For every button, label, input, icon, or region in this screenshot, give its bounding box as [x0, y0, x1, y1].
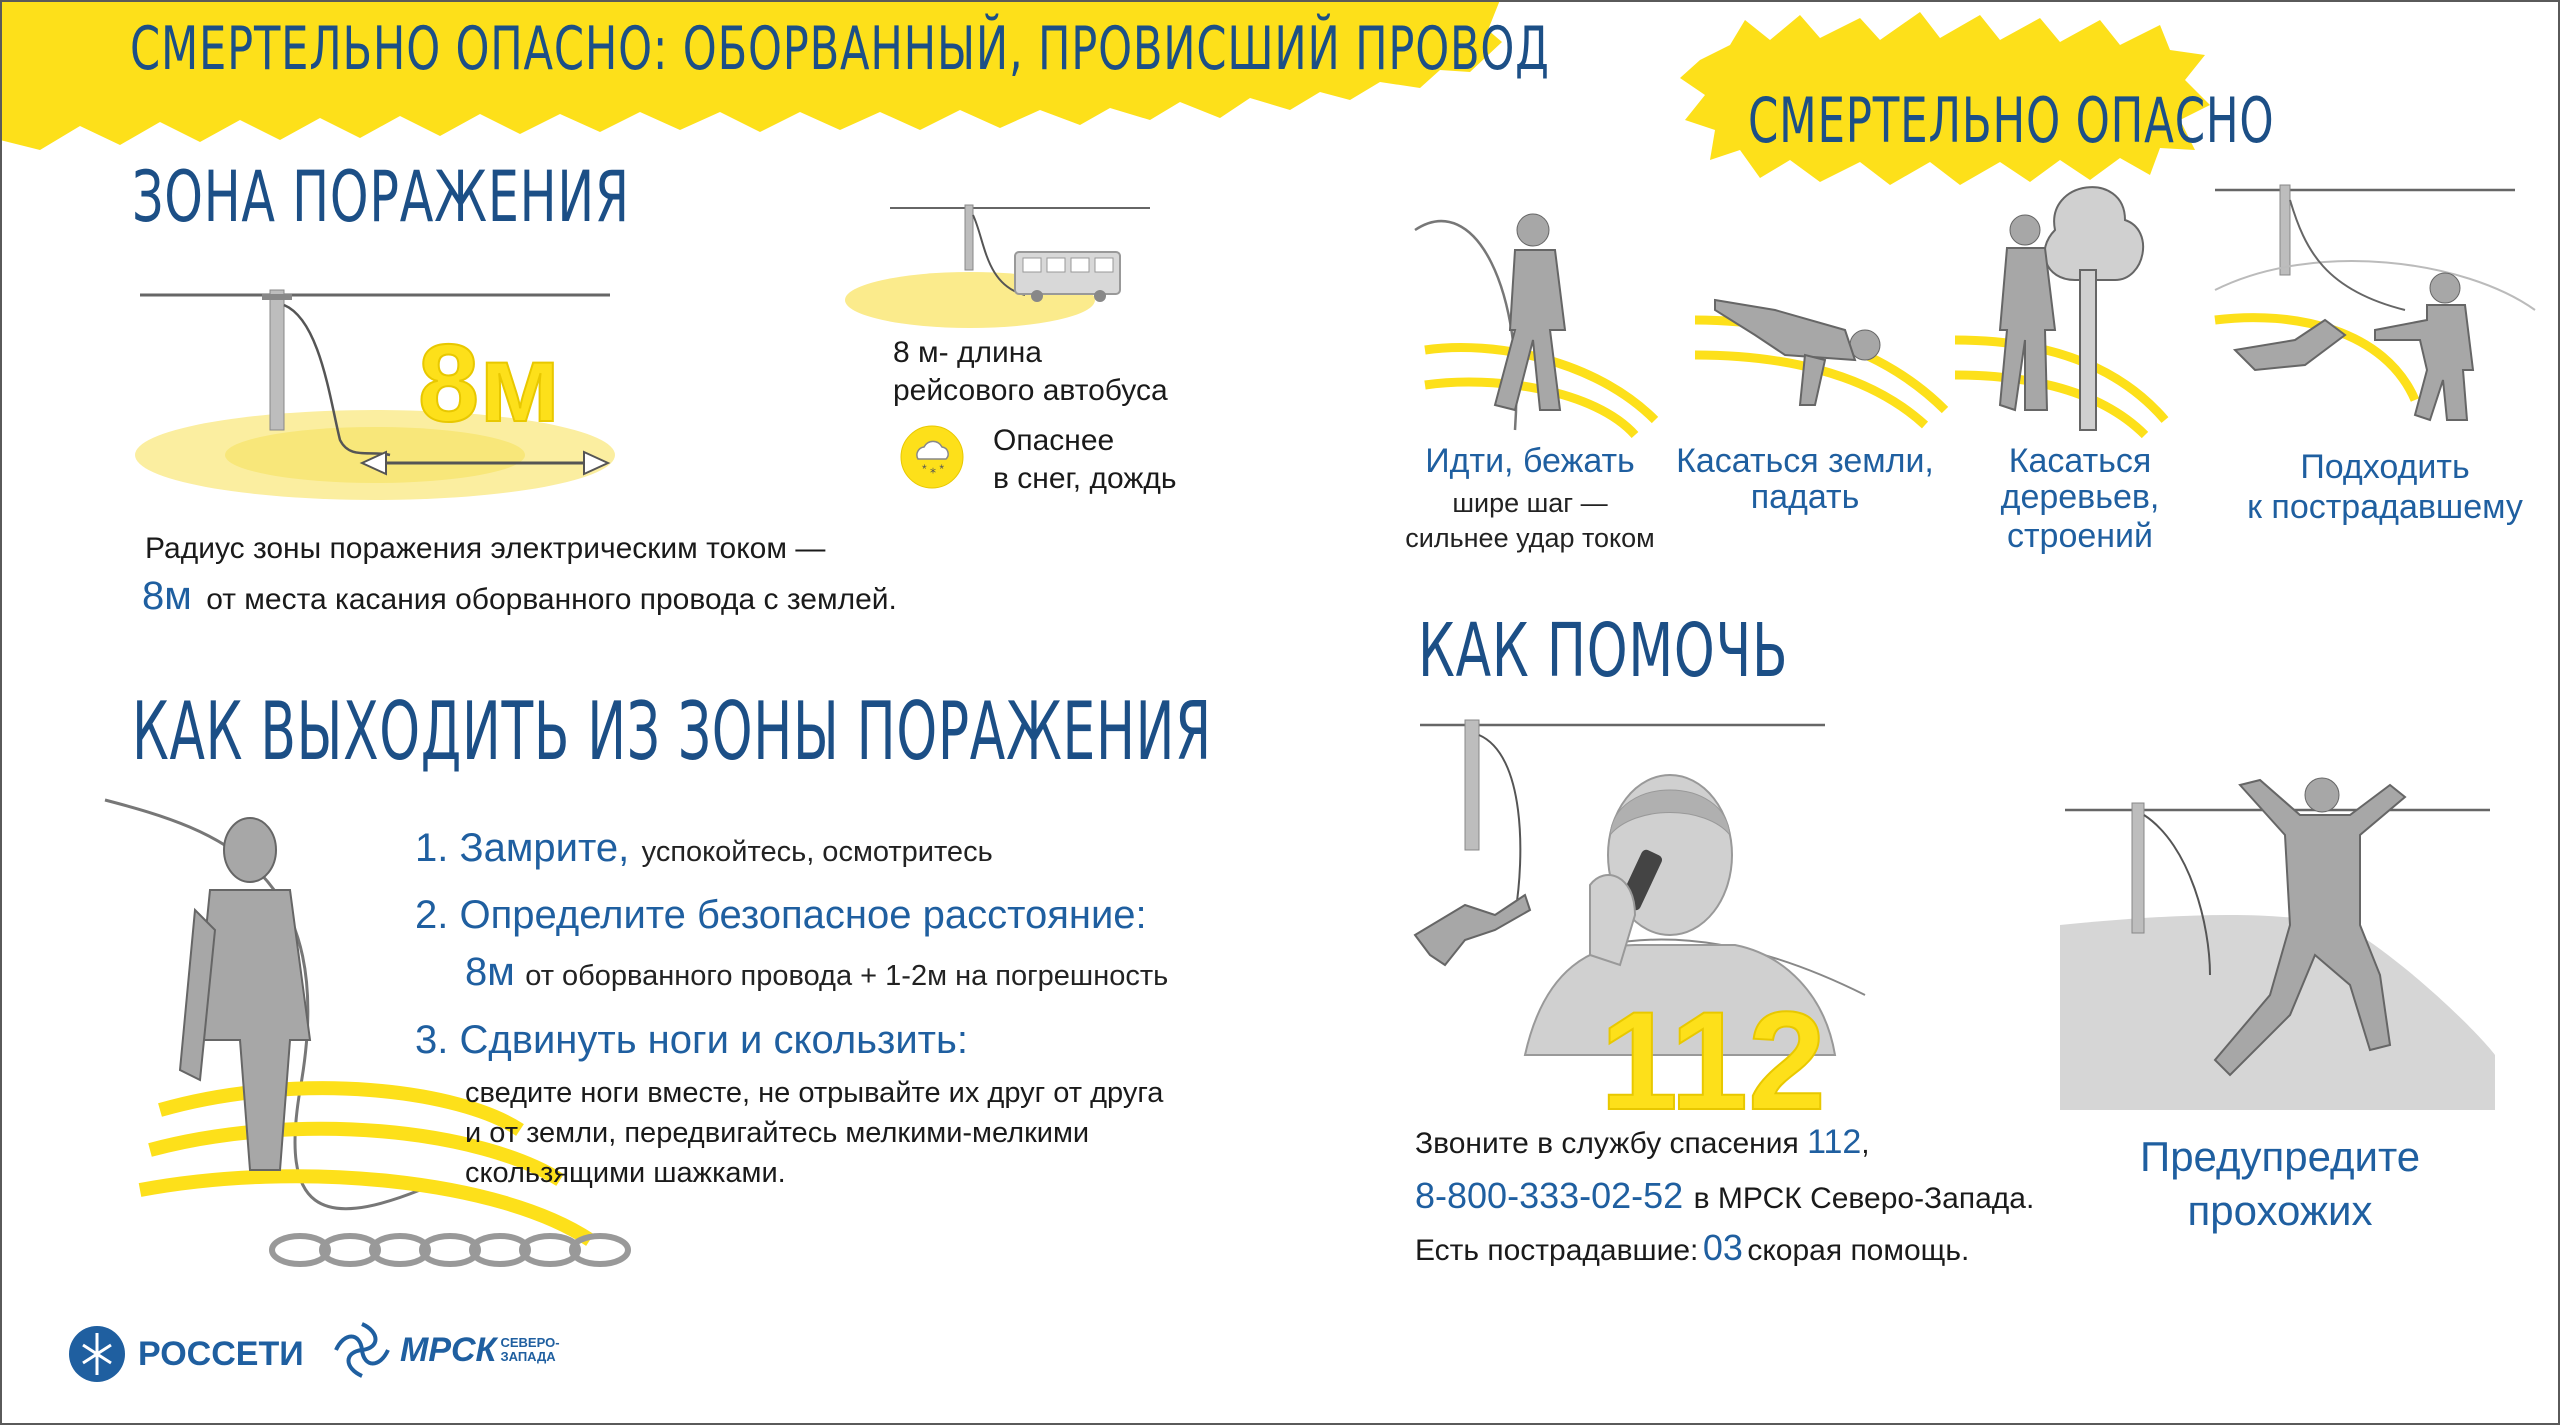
danger-item-approach: Подходить к пострадавшему — [2247, 448, 2523, 526]
warn-caption: Предупредите прохожих — [2140, 1133, 2421, 1234]
help-heading: КАК ПОМОЧЬ — [1418, 608, 1789, 694]
emergency-number-big: 112 — [1600, 982, 1826, 1139]
warn-illustration — [2060, 775, 2495, 1110]
mrsk-logo-sub: СЕВЕРО- ЗАПАДА — [500, 1335, 560, 1364]
radius-text2: от места касания оборванного провода с землей. — [206, 583, 897, 616]
danger-approach-figure — [2215, 185, 2535, 420]
zone-heading: ЗОНА ПОРАЖЕНИЯ — [132, 156, 630, 238]
rosseti-logo-icon — [68, 1325, 126, 1383]
phone-number: 8-800-333-02-52 — [1415, 1175, 1684, 1216]
weather-caption: Опаснее в снег, дождь — [993, 424, 1177, 495]
zone-8m-label: 8м — [418, 322, 561, 445]
exit-heading: КАК ВЫХОДИТЬ ИЗ ЗОНЫ ПОРАЖЕНИЯ — [132, 685, 1212, 778]
danger-falling-figure — [1695, 300, 1945, 425]
rosseti-logo — [68, 1325, 304, 1383]
mrsk-logo-text: МРСК — [400, 1330, 497, 1369]
radius-text: Радиус зоны поражения электрическим током — — [145, 532, 826, 565]
call-number: 112 — [1807, 1123, 1862, 1161]
danger-illustrations — [1415, 190, 2535, 440]
danger-item-fall: Касаться земли, падать — [1676, 442, 1934, 516]
exit-step-3: 3. Сдвинуть ноги и скользить: — [415, 1018, 968, 1062]
mrsk-logo — [330, 1318, 560, 1382]
radius-line2 — [142, 574, 897, 619]
danger-badge: СМЕРТЕЛЬНО ОПАСНО — [1748, 84, 2275, 157]
page-title: СМЕРТЕЛЬНО ОПАСНО: ОБОРВАННЫЙ, ПРОВИСШИЙ ПРОВОД — [130, 14, 1550, 84]
ambulance-number: 03 — [1702, 1227, 1743, 1268]
exit-step-1: 1. Замрите, успокойтесь, осмотритесь — [415, 826, 993, 870]
radius-value: 8м — [142, 574, 192, 618]
svg-text:* ⁎ *: * ⁎ * — [922, 462, 945, 476]
bus-caption: 8 м- длина рейсового автобуса — [893, 336, 1168, 407]
danger-tree-figure — [1955, 187, 2165, 435]
ambulance-line: Есть пострадавшие: 03 скорая помощь. — [1415, 1227, 1970, 1268]
mrsk-logo-icon — [330, 1318, 394, 1382]
exit-step-2: 2. Определите безопасное расстояние: — [415, 893, 1147, 937]
call-line: Звоните в службу спасения 112, — [1415, 1123, 1870, 1161]
phone-line: 8-800-333-02-52 в МРСК Северо-Запада. — [1415, 1175, 2035, 1216]
bus-illustration — [885, 200, 1165, 320]
exit-step-3-detail: сведите ноги вместе, не отрывайте их друг от друга и от земли, передвигайтесь мелкими-мелкими скользящими шажками. — [465, 1077, 1164, 1189]
danger-item-tree: Касаться деревьев, строений — [2000, 442, 2160, 556]
weather-icon — [900, 425, 964, 489]
danger-walking-figure — [1415, 214, 1655, 435]
danger-item-walk: Идти, бежать шире шаг — сильнее удар током — [1405, 442, 1655, 553]
exit-step-2-detail: 8м от оборванного провода + 1-2м на погрешность — [465, 950, 1169, 994]
rosseti-logo-text: РОССЕТИ — [138, 1334, 304, 1373]
